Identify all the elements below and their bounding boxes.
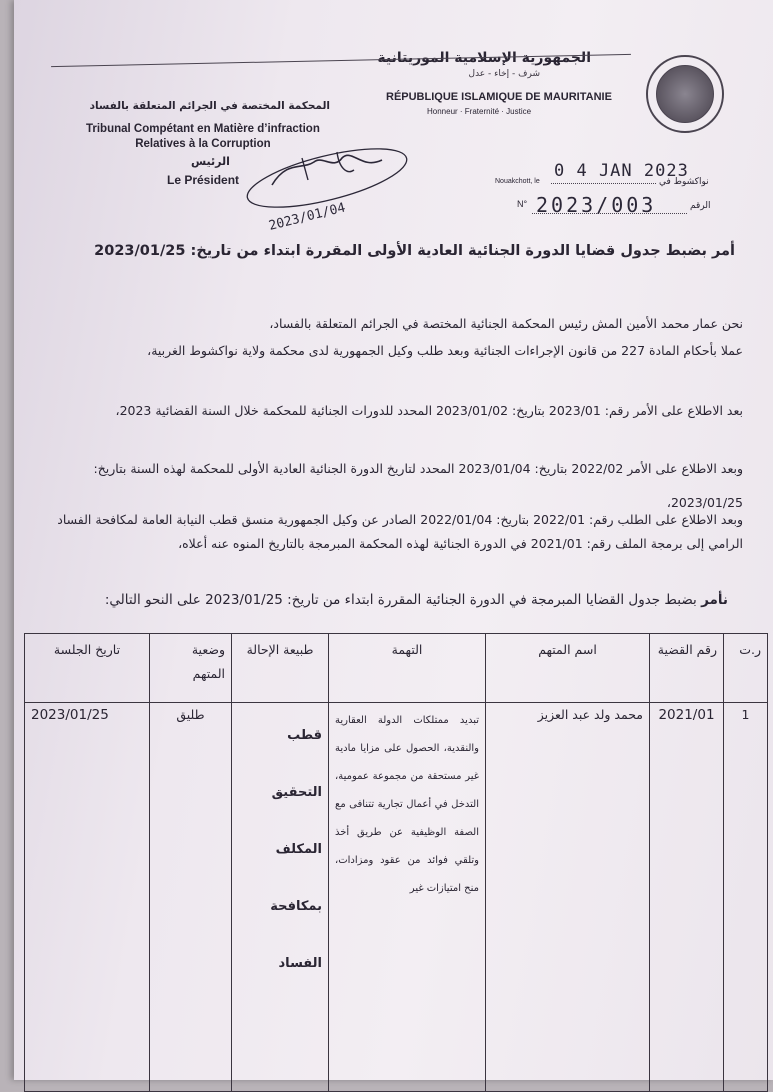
header-referral-type: طبيعة الإحالة [232, 634, 329, 703]
paragraph-4: وبعد الاطلاع على الأمر 2022/02 بتاريخ: 2023/01/04 المحدد لتاريخ الدورة الجنائية العادية الأولى للمحكمة لهذه السنة بتاريخ: 2023/01/25، [93, 461, 743, 510]
cell-accused-status: طليق [150, 703, 232, 1092]
referral-line: التحقيق [271, 785, 322, 800]
header-hearing-date: تاريخ الجلسة [25, 634, 150, 703]
order-title: أمر بضبط جدول قضايا الدورة الجنائية العادية الأولى المقررة ابتداء من تاريخ: 2023/01/25 [94, 243, 735, 259]
handwritten-signature [242, 140, 412, 240]
header-charge: التهمة [329, 634, 486, 703]
cell-accused-name: محمد ولد عبد العزيز [486, 703, 650, 1092]
president-title-arabic: الرئيس [191, 155, 230, 168]
referral-line: المكلف [275, 842, 322, 857]
referral-line: بمكافحة [270, 899, 322, 914]
handwritten-number: 2023/003 [536, 193, 657, 217]
cases-table [24, 633, 768, 1092]
header-case-number: رقم القضية [650, 634, 724, 703]
cell-charge: تبديد ممتلكات الدولة العقارية والنقدية، الحصول على مزايا مادية غير مستحقة من مجموعة عمومية، التدخل في أعمال تجارية تتنافى مع الصفة الوظيفية عن طريق أخذ وتلقي فوائد من عقود ومزادات، منح امتيازات غير [329, 703, 486, 1092]
handwritten-date: 0 4 JAN 2023 [554, 161, 689, 181]
order-verb: نأمر [701, 592, 728, 608]
header-serial: ر.ت [724, 634, 768, 703]
republic-name-french: RÉPUBLIQUE ISLAMIQUE DE MAURITANIE [386, 91, 612, 103]
cell-hearing-date: 2023/01/25 [25, 703, 150, 1092]
order-clause [105, 592, 728, 608]
order-text: بضبط جدول القضايا المبرمجة في الدورة الجنائية المقررة ابتداء من تاريخ: 2023/01/25 على النحو التالي: [104, 592, 702, 608]
motto-arabic: شرف - إخاء - عدل [468, 69, 540, 79]
court-name-french: Tribunal Compétant en Matière d’infraction Relatives à la Corruption [86, 123, 320, 150]
place-date-label: Nouakchott, le [495, 178, 540, 185]
referral-line: قطب [287, 728, 322, 743]
president-title-french: Le Président [167, 173, 240, 187]
state-seal-icon [646, 55, 724, 133]
referral-line: الفساد [278, 956, 322, 971]
table-header-row [25, 634, 768, 703]
paragraph-1: نحن عمار محمد الأمين المش رئيس المحكمة الجنائية المختصة في الجرائم المتعلقة بالفساد، [269, 316, 743, 331]
number-label-arabic: الرقم [690, 201, 711, 211]
republic-name-arabic: الجمهورية الإسلامية الموريتانية [377, 50, 591, 66]
cell-serial: 1 [724, 703, 768, 1092]
date-label-arabic: نواكشوط في [659, 177, 709, 187]
paragraph-3: بعد الاطلاع على الأمر رقم: 2023/01 بتاريخ: 2023/01/02 المحدد للدورات الجنائية للمحكمة خلال السنة القضائية 2023، [115, 403, 743, 418]
paragraph-5: وبعد الاطلاع على الطلب رقم: 2022/01 بتاريخ: 2022/01/04 الصادر عن وكيل الجمهورية منسق قطب النيابة العامة لمكافحة الفساد الرامي إلى برمجة الملف رقم: 2021/01 في الدورة الجنائية لهذه المحكمة المبرمجة بالتاريخ المنوه عنه أعلاه، [57, 512, 743, 551]
header-accused-name: اسم المتهم [486, 634, 650, 703]
date-dotline [551, 183, 656, 184]
cell-case-number: 2021/01 [650, 703, 724, 1092]
signature-date: 2023/01/04 [267, 200, 347, 234]
number-label: N° [517, 199, 528, 209]
motto-french: Honneur · Fraternité · Justice [427, 107, 532, 116]
cell-referral-type [232, 703, 329, 1092]
paragraph-2: عملا بأحكام المادة 227 من قانون الإجراءات الجنائية وبعد طلب وكيل الجمهورية لدى محكمة ولاية نواكشوط الغربية، [147, 343, 743, 358]
court-name-arabic: المحكمة المختصة في الجرائم المتعلقة بالفساد [89, 100, 330, 112]
header-accused-status: وضعية المتهم [150, 634, 232, 703]
table-row [25, 703, 768, 1092]
